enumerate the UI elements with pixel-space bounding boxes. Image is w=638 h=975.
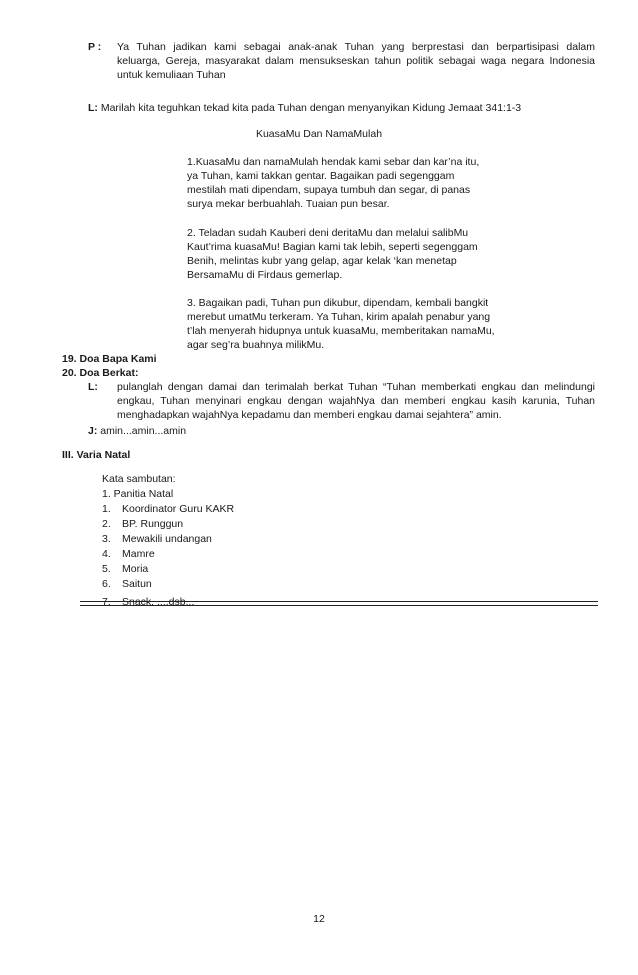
item-20-heading: 20. Doa Berkat: [62,367,139,379]
song-stanza-1 [187,155,547,211]
item-19-heading: 19. Doa Bapa Kami [62,353,157,365]
divider-rule-bottom [80,605,598,606]
blessing-line-3: menghadapkan wajahNya kepadamu dan memberi engkau damai sejahtera” amin. [117,409,502,421]
list-item [102,502,234,517]
divider-rule-top [80,601,598,602]
response-label: J: [88,425,98,437]
response-text: amin...amin...amin [100,425,187,437]
list-item [102,532,234,547]
stanza-line: 1.KuasaMu dan namaMulah hendak kami sebar dan kar’na itu, [187,156,480,168]
stanza-line: 3. Bagaikan padi, Tuhan pun dikubur, dipendam, kembali bangkit [187,297,489,309]
stanza-line: Kaut’rima kuasaMu! Bagian kami tak lebih, seperti segenggam [187,241,478,253]
stanza-line: Benih, melintas kubr yang gelap, agar kelak ‘kan menetap [187,255,457,267]
stanza-line: t’lah menyerah hidupnya untuk kuasaMu, memberitakan namaMu, [187,325,495,337]
p-paragraph [117,40,595,82]
l-text: Marilah kita teguhkan tekad kita pada Tuhan dengan menyanyikan Kidung Jemaat 341:1-3 [100,102,522,114]
list-item [102,577,234,592]
stanza-line: agar seg’ra buahnya milikMu. [187,339,325,351]
list-item-number: 1. [102,503,111,515]
list-item-text: Koordinator Guru KAKR [122,503,235,515]
list-item-number: 4. [102,548,111,560]
stanza-line: merebut umatMu terkeram. Ya Tuhan, kirim apalah penabur yang [187,311,491,323]
list-item-number: 3. [102,533,111,545]
response-line [88,424,186,438]
list-item-text: Saitun [122,578,152,590]
song-stanza-3 [187,296,547,352]
blessing-paragraph [117,380,595,422]
list-item [102,562,234,577]
blessing-line-1: pulanglah dengan damai dan terimalah berkat Tuhan “Tuhan memberkati engkau dan melindungi [117,381,595,393]
sambutan-subheading: 1. Panitia Natal [102,488,174,500]
list-item-text: Mewakili undangan [122,533,212,545]
list-item [102,517,234,532]
list-item-text: Mamre [122,548,155,560]
stanza-line: ya Tuhan, kami takkan gentar. Bagaikan padi segenggam [187,170,455,182]
sambutan-list [102,472,234,614]
stanza-line: surya mekar berbuahlah. Tuaian pun besar. [187,198,390,210]
blessing-label: L: [88,381,98,393]
list-item-number: 2. [102,518,111,530]
list-item-number: 5. [102,563,111,575]
song-title: KuasaMu Dan NamaMulah [255,128,383,140]
stanza-line: 2. Teladan sudah Kauberi deni deritaMu dan melalui salibMu [187,227,469,239]
section-3-heading: III. Varia Natal [62,449,131,461]
stanza-line: mestilah mati dipendam, supaya tumbuh dan segar, di panas [187,184,471,196]
list-item-number: 6. [102,578,111,590]
p-line-3: untuk kemuliaan Tuhan [117,69,226,81]
list-item [102,547,234,562]
l-label: L: [88,102,98,114]
p-line-1: Ya Tuhan jadikan kami sebagai anak-anak Tuhan yang berprestasi dan berpartisipasi dalam [117,41,595,53]
p-label: P : [88,41,102,53]
list-item-text: BP. Runggun [122,518,184,530]
blessing-line-2: engkau, Tuhan menyinari engkau dengan wajahNya dan memberi engkau kasih karunia, Tuhan [117,395,595,407]
song-stanza-2 [187,226,547,282]
list-item [102,592,234,614]
list-item-text: Snack. ....dsb... [122,596,195,608]
p-line-2: keluarga, Gereja, masyarakat dalam mensukseskan tahun politik sebagai waga negara Indonesia [117,55,595,67]
l-paragraph [88,101,521,115]
sambutan-heading: Kata sambutan: [102,473,176,485]
list-item-text: Moria [122,563,149,575]
list-item-number: 7. [102,596,111,608]
stanza-line: BersamaMu di Firdaus gemerlap. [187,269,343,281]
page-number: 12 [313,913,325,925]
